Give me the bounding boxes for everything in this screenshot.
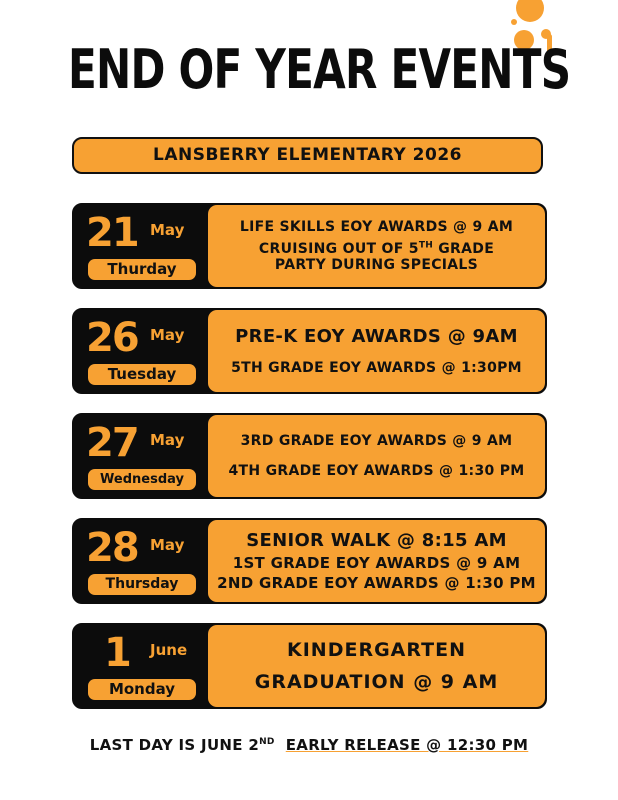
event-details xyxy=(208,415,545,497)
date-box xyxy=(74,625,208,707)
month-label: May xyxy=(150,431,185,449)
day-number: 21 xyxy=(86,210,138,256)
footer-superscript: ND xyxy=(259,737,275,747)
month-label: May xyxy=(150,221,185,239)
event-details xyxy=(208,520,545,602)
day-number: 28 xyxy=(86,525,138,571)
weekday-badge: Wednesday xyxy=(88,469,196,490)
weekday-badge: Thursday xyxy=(88,574,196,595)
event-line: 1ST GRADE EOY AWARDS @ 9 AM xyxy=(232,554,521,572)
month-label: May xyxy=(150,536,185,554)
event-details xyxy=(208,310,545,392)
event-line: KINDERGARTEN xyxy=(287,639,466,661)
event-card-may-27 xyxy=(72,413,547,499)
day-number: 26 xyxy=(86,315,138,361)
weekday-badge: Monday xyxy=(88,679,196,700)
event-line: SENIOR WALK @ 8:15 AM xyxy=(246,530,507,551)
footer-last-day: LAST DAY IS JUNE 2 xyxy=(89,736,260,754)
day-number: 27 xyxy=(86,420,138,466)
event-line: LIFE SKILLS EOY AWARDS @ 9 AM xyxy=(239,219,514,235)
day-number: 1 xyxy=(104,630,130,676)
event-card-may-26 xyxy=(72,308,547,394)
page-title: END OF YEAR EVENTS xyxy=(67,38,571,101)
event-card-may-28 xyxy=(72,518,547,604)
month-label: May xyxy=(150,326,185,344)
date-box xyxy=(74,205,208,287)
weekday-badge: Thurday xyxy=(88,259,196,280)
month-label: June xyxy=(150,641,188,659)
event-card-june-1 xyxy=(72,623,547,709)
date-box xyxy=(74,310,208,392)
event-line: 5TH GRADE EOY AWARDS @ 1:30PM xyxy=(231,360,522,376)
school-banner: LANSBERRY ELEMENTARY 2026 xyxy=(72,137,543,174)
event-details xyxy=(208,205,545,287)
event-line: GRADUATION @ 9 AM xyxy=(254,671,499,693)
event-line: CRUISING OUT OF 5TH GRADE xyxy=(258,240,495,257)
weekday-badge: Tuesday xyxy=(88,364,196,385)
footer-early-release: EARLY RELEASE @ 12:30 PM xyxy=(285,736,529,754)
date-box xyxy=(74,415,208,497)
event-line: PRE-K EOY AWARDS @ 9AM xyxy=(235,326,518,347)
event-line: 2ND GRADE EOY AWARDS @ 1:30 PM xyxy=(217,574,536,592)
event-line: PARTY DURING SPECIALS xyxy=(274,257,479,273)
footer-note xyxy=(0,736,618,754)
event-line: 4TH GRADE EOY AWARDS @ 1:30 PM xyxy=(228,463,525,479)
event-line: 3RD GRADE EOY AWARDS @ 9 AM xyxy=(240,433,513,449)
event-details xyxy=(208,625,545,707)
date-box xyxy=(74,520,208,602)
event-card-may-21 xyxy=(72,203,547,289)
